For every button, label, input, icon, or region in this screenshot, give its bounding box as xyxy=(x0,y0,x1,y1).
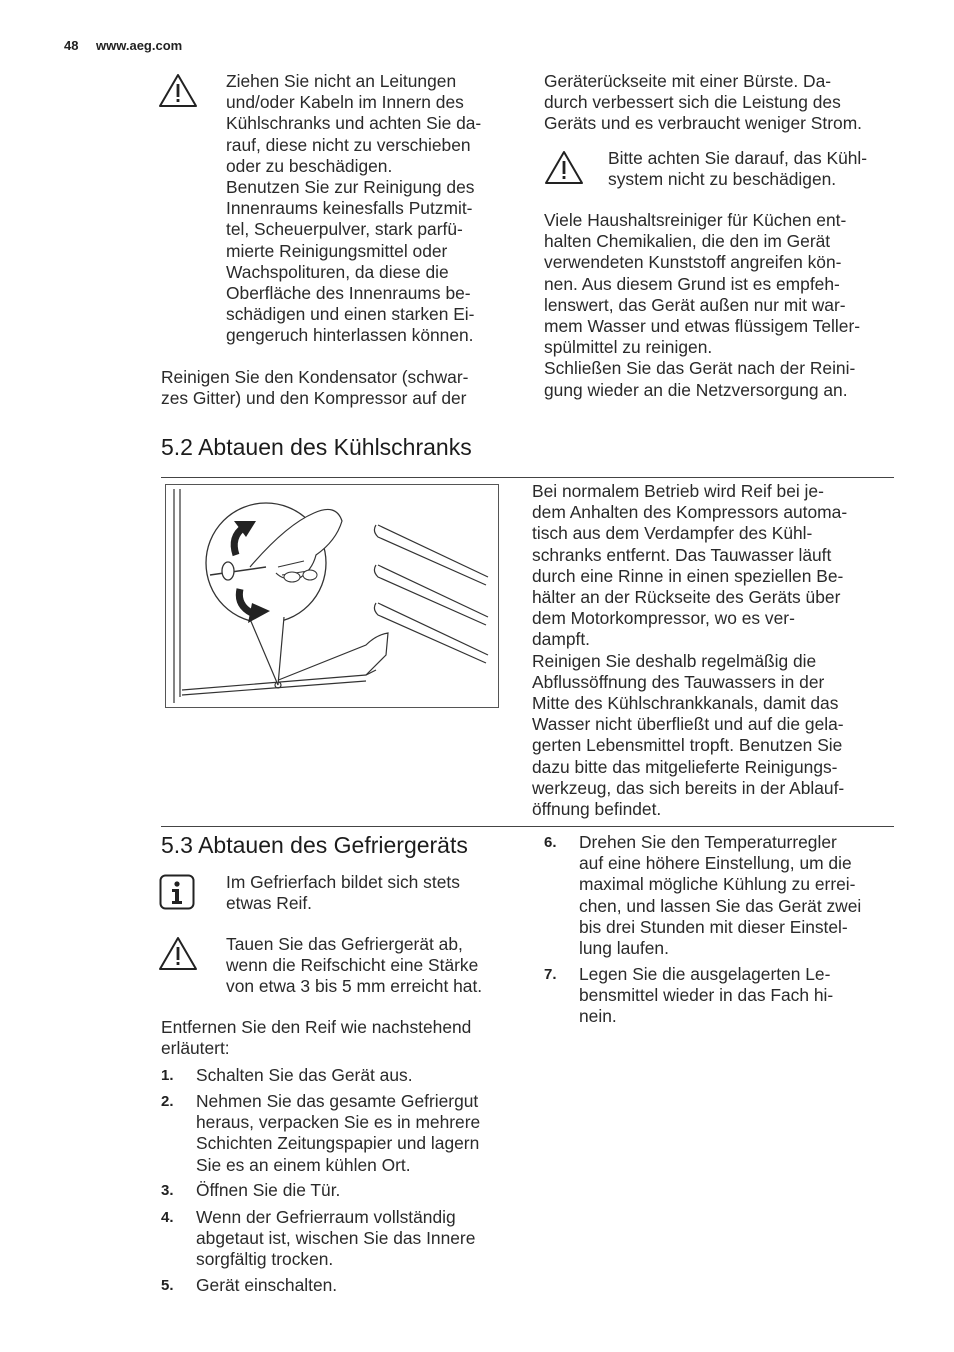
step-number: 2. xyxy=(161,1093,174,1110)
condenser-paragraph: Reinigen Sie den Kondensator (schwar- zes Gitter) und den Kompressor auf der xyxy=(161,367,469,409)
defrost-illustration xyxy=(165,484,499,708)
warning-icon xyxy=(158,936,198,972)
step-number: 7. xyxy=(544,966,557,983)
warning-text: Tauen Sie das Gefriergerät ab, wenn die Reifschicht eine Stärke von etwa 3 bis 5 mm erreicht hat. xyxy=(226,934,483,997)
step-number: 6. xyxy=(544,834,557,851)
step-number: 5. xyxy=(161,1277,174,1294)
defrost-fridge-text: Bei normalem Betrieb wird Reif bei je- dem Anhalten des Kompressors automa- tisch aus dem Verdampfer des Kühl- schranks entfernt. Das Tauwasser läuft durch eine Rinne in einen speziellen Be- hälter an der Rückseite des Geräts über dem Motorkompressor, wo es ver- dampft. Reinigen Sie deshalb regelmäßig die Abflussöffnung des Tauwassers in der Mitte des Kühlschrankkanals, damit das Wasser nicht überfließt und auf die gela- gerten Lebensmittel tropft. Benutzen Sie dazu bitte das mitgelieferte Reinigungs- werkzeug, das sich bereits in der Ablauf- öffnung befindet. xyxy=(532,481,848,820)
condenser-paragraph-continued: Geräterückseite mit einer Bürste. Da- durch verbessert sich die Leistung des Geräts und es verbraucht weniger Strom. xyxy=(544,71,863,134)
step-number: 3. xyxy=(161,1182,174,1199)
warning-icon xyxy=(158,73,198,109)
cleaning-paragraph: Viele Haushaltsreiniger für Küchen ent- halten Chemikalien, die den im Gerät verwendeten Kunststoff angreifen kön- nen. Aus diesem Grund ist es empfeh- lenswert, das Gerät außen nur mit war- mem Wasser und etwas flüssigem Teller- spülmittel zu reinigen. Schließen Sie das Gerät nach der Reini- gung wieder an die Netzversorgung an. xyxy=(544,210,861,400)
section-heading: 5.3 Abtauen des Gefriergeräts xyxy=(161,832,468,858)
step-text: Wenn der Gefrierraum vollständig abgetaut ist, wischen Sie das Innere sorgfältig trocken. xyxy=(196,1207,476,1270)
site-url: www.aeg.com xyxy=(96,38,183,53)
step-text: Drehen Sie den Temperaturregler auf eine höhere Einstellung, um die maximal mögliche Kühlung zu errei- chen, und lassen Sie das Gerät zwei bis drei Stunden mit dieser Einstel- lung laufen. xyxy=(579,832,862,959)
step-number: 1. xyxy=(161,1067,174,1084)
step-number: 4. xyxy=(161,1209,174,1226)
warning-icon xyxy=(544,150,584,186)
section-divider xyxy=(161,826,894,827)
warning-text: Ziehen Sie nicht an Leitungen und/oder Kabeln im Innern des Kühlschranks und achten Sie da- rauf, diese nicht zu verschieben oder zu beschädigen. Benutzen Sie zur Reinigung des Innenraums keinesfalls Putzmit- tel, Scheuerpulver, stark parfü- mierte Reinigungsmittel oder Wachspolituren, da diese die Oberfläche des Innenraums be- schädigen und einen starken Ei- gengeruch hinterlassen können. xyxy=(226,71,482,346)
section-divider xyxy=(161,477,894,478)
step-text: Öffnen Sie die Tür. xyxy=(196,1180,341,1200)
info-icon xyxy=(159,874,195,910)
warning-text: Bitte achten Sie darauf, das Kühl- system nicht zu beschädigen. xyxy=(608,148,868,190)
section-heading: 5.2 Abtauen des Kühlschranks xyxy=(161,434,472,460)
steps-intro: Entfernen Sie den Reif wie nachstehend erläutert: xyxy=(161,1017,472,1059)
page-number: 48 xyxy=(64,38,79,53)
fridge-drain-drawing xyxy=(166,485,498,707)
info-text: Im Gefrierfach bildet sich stets etwas Reif. xyxy=(226,872,460,914)
step-text: Nehmen Sie das gesamte Gefriergut heraus, verpacken Sie es in mehrere Schichten Zeitungspapier und lagern Sie es an einem kühlen Ort. xyxy=(196,1091,481,1175)
step-text: Gerät einschalten. xyxy=(196,1275,338,1295)
step-text: Schalten Sie das Gerät aus. xyxy=(196,1065,413,1085)
step-text: Legen Sie die ausgelagerten Le- bensmittel wieder in das Fach hi- nein. xyxy=(579,964,834,1027)
